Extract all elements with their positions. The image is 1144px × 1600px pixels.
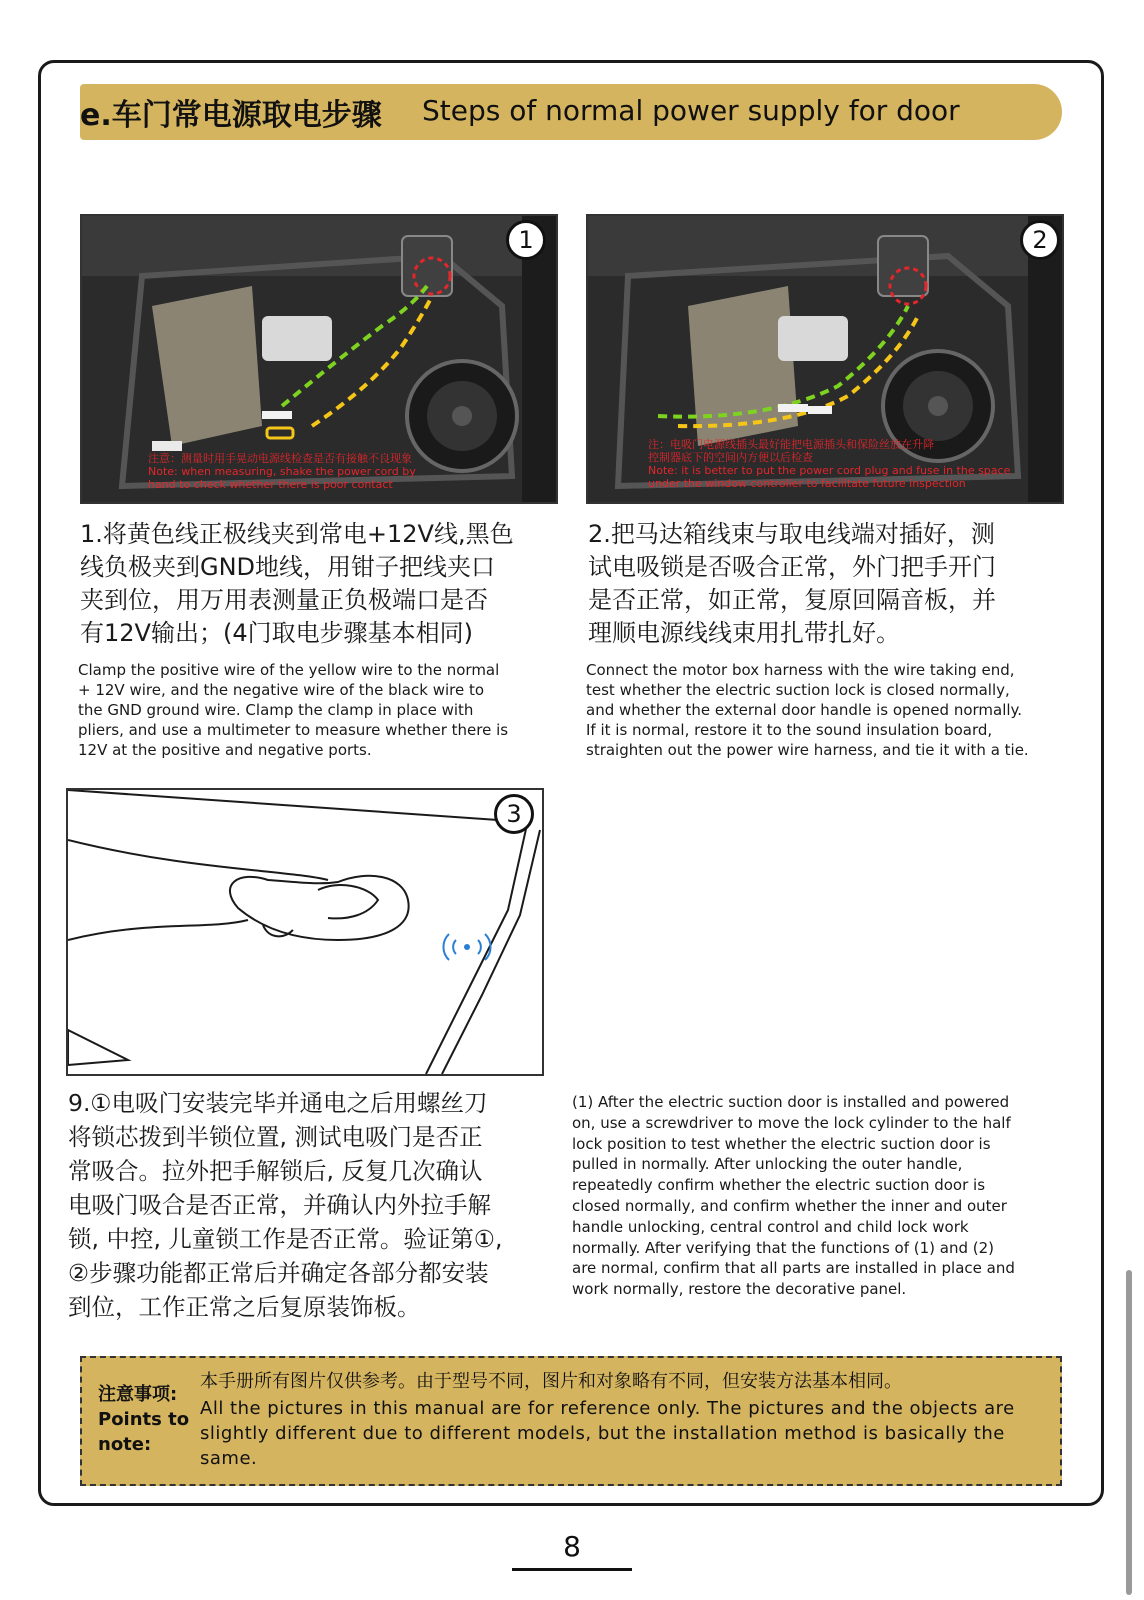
step1-photo <box>80 214 558 504</box>
step3-drawing <box>66 788 544 1076</box>
note-label: 注意事项: Points to note: <box>98 1384 190 1455</box>
section-title-zh: e.车门常电源取电步骤 <box>80 98 382 133</box>
step1-text-zh: 1.将黄色线正极线夹到常电+12V线,黑色 线负极夹到GND地线，用钳子把线夹口 夹到位，用万用表测量正负极端口是否 有12V输出；(4门取电步骤基本相同) <box>80 520 514 647</box>
scrollbar[interactable] <box>1126 1270 1132 1595</box>
step1-text-en: Clamp the positive wire of the yellow wire to the normal + 12V wire, and the negative wire of the black wire to the GND ground wire. Clamp the clamp in place with pliers, and use a multimeter to measure whether there is 12V at the positive and negative ports. <box>78 661 509 759</box>
note-text-zh: 本手册所有图片仅供参考。由于型号不同，图片和对象略有不同，但安装方法基本相同。 <box>200 1371 902 1392</box>
step3-badge: 3 <box>494 794 534 834</box>
page-number-underline <box>512 1568 632 1571</box>
step3-text-en: (1) After the electric suction door is installed and powered on, use a screwdriver to move the lock cylinder to the half lock position to test whether the electric suction door is pulled in normally. After unlocking the outer handle, repeatedly confirm whether the electric suction door is closed normally, and confirm whether the inner and outer handle unlocking, central control and child lock work normally. After verifying that the functions of (1) and (2) are normal, confirm that all parts are installed in place and work normally, restore the decorative panel. <box>572 1093 1015 1299</box>
step2-photo <box>586 214 1064 504</box>
note-box <box>80 1356 1062 1486</box>
step2-photo-note: 注：电吸门电源线插头最好能把电源插头和保险丝放在升降 控制器底下的空间内方便以后检查 Note: it is better to put the power cord plug and fuse in the space under the window controller to facilitate future inspection <box>648 438 1011 490</box>
hand-pulling-handle-illustration <box>68 790 542 1074</box>
step1-badge: 1 <box>506 220 546 260</box>
note-text-en: All the pictures in this manual are for reference only. The pictures and the objects are slightly different due to different models, but the installation method is basically the same. <box>200 1398 1015 1469</box>
step3-text-zh: 9.①电吸门安装完毕并通电之后用螺丝刀 将锁芯拨到半锁位置, 测试电吸门是否正 常吸合。拉外把手解锁后, 反复几次确认 电吸门吸合是否正常，并确认内外拉手解 锁, 中控, 儿童锁工作是否正常。验证第①, ②步骤功能都正常后并确定各部分都安装 到位，工作正常之后复原装饰板。 <box>68 1089 503 1321</box>
section-title-en: Steps of normal power supply for door <box>422 94 960 127</box>
step2-text-zh: 2.把马达箱线束与取电线端对插好，测 试电吸锁是否吸合正常，外门把手开门 是否正常，如正常，复原回隔音板，并 理顺电源线线束用扎带扎好。 <box>588 520 996 647</box>
step1-photo-note: 注意：测量时用手晃动电源线检查是否有接触不良现象 Note: when measuring, shake the power cord by hand to check whether there is poor contact <box>148 452 416 491</box>
step2-badge: 2 <box>1020 220 1060 260</box>
page-number: 8 <box>563 1530 581 1563</box>
step2-text-en: Connect the motor box harness with the wire taking end, test whether the electric suction lock is closed normally, and whether the external door handle is opened normally. If it is normal, restore it to the sound insulation board, straighten out the power wire harness, and tie it with a tie. <box>586 661 1029 759</box>
